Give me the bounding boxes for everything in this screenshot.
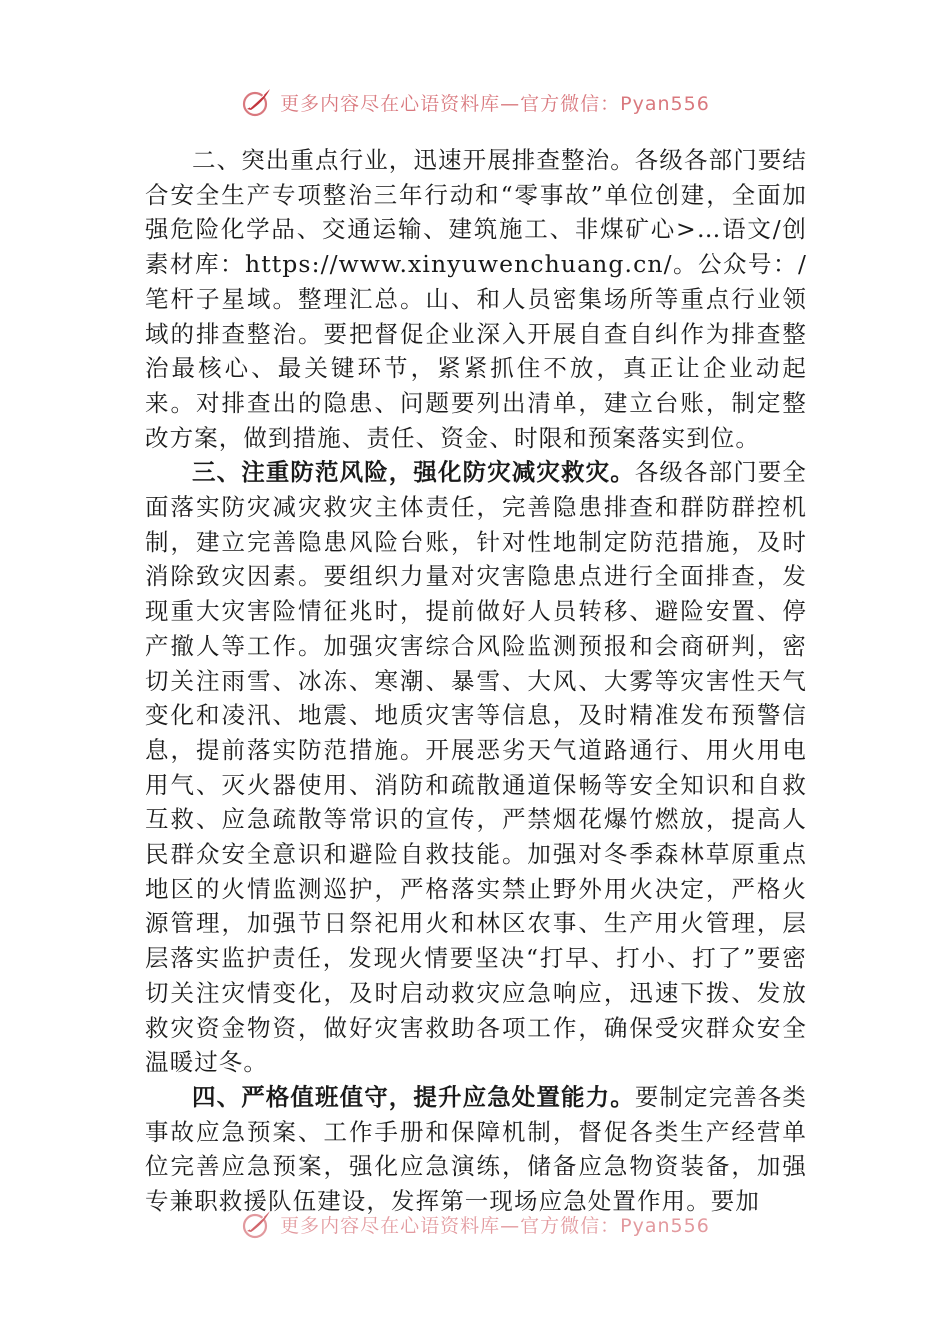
watermark-header xyxy=(0,82,950,122)
watermark-footer xyxy=(0,1204,950,1244)
paragraph xyxy=(145,143,807,455)
watermark-text: 更多内容尽在心语资料库—官方微信：Pyan556 xyxy=(280,1214,710,1237)
paragraph-lead: 三、注重防范风险，强化防灾减灾救灾。 xyxy=(192,458,635,487)
paragraph xyxy=(145,1080,807,1219)
paragraph xyxy=(145,455,807,1080)
paragraph-lead: 四、严格值班值守，提升应急处置能力。 xyxy=(192,1082,635,1111)
paragraph-text: 要制定完善各类事故应急预案、工作手册和保障机制，督促各类生产经营单位完善应急预案，强化应急演练，储备应急物资装备，加强专兼职救援队伍建设，发挥第一现场应急处置作用。要加 xyxy=(145,1082,808,1216)
quill-logo-icon xyxy=(240,85,274,119)
paragraph-text: 二、突出重点行业，迅速开展排查整治。各级各部门要结合安全生产专项整治三年行动和“零事故”单位创建，全面加强危险化学品、交通运输、建筑施工、非煤矿心>…语文/创素材库：https://www.xinyuwenchuang.cn/。公众号：/笔杆子星域。整理汇总。山、和人员密集场所等重点行业领域的排查整治。要把督促企业深入开展自查自纠作为排查整治最核心、最关键环节，紧紧抓住不放，真正让企业动起来。对排查出的隐患、问题要列出清单，建立台账，制定整改方案，做到措施、责任、资金、时限和预案落实到位。 xyxy=(145,146,807,452)
document-body xyxy=(145,143,807,1219)
quill-logo-icon xyxy=(240,1207,274,1241)
watermark-text: 更多内容尽在心语资料库—官方微信：Pyan556 xyxy=(280,92,710,115)
paragraph-text: 各级各部门要全面落实防灾减灾救灾主体责任，完善隐患排查和群防群控机制，建立完善隐患风险台账，针对性地制定防范措施，及时消除致灾因素。要组织力量对灾害隐患点进行全面排查，发现重大灾害险情征兆时，提前做好人员转移、避险安置、停产撤人等工作。加强灾害综合风险监测预报和会商研判，密切关注雨雪、冰冻、寒潮、暴雪、大风、大雾等灾害性天气变化和凌汛、地震、地质灾害等信息，及时精准发布预警信息，提前落实防范措施。开展恶劣天气道路通行、用火用电用气、灭火器使用、消防和疏散通道保畅等安全知识和自救互救、应急疏散等常识的宣传，严禁烟花爆竹燃放，提高人民群众安全意识和避险自救技能。加强对冬季森林草原重点地区的火情监测巡护，严格落实禁止野外用火决定，严格火源管理，加强节日祭祀用火和林区农事、生产用火管理，层层落实监护责任，发现火情要坚决“打早、打小、打了”要密切关注灾情变化，及时启动救灾应急响应，迅速下拨、发放救灾资金物资，做好灾害救助各项工作，确保受灾群众安全温暖过冬。 xyxy=(145,458,808,1077)
